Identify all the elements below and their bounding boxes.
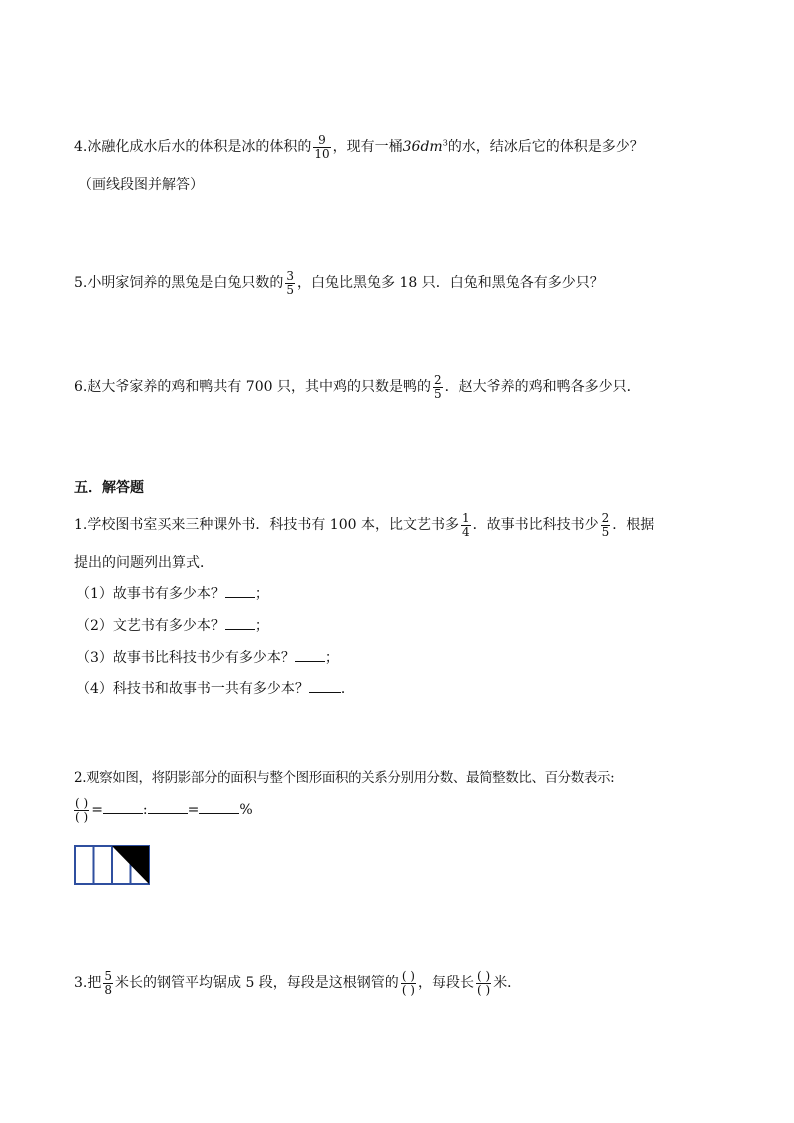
fraction-denominator: 8 <box>104 982 112 997</box>
fraction-numerator: 2 <box>601 511 610 525</box>
answer-blank[interactable] <box>309 680 341 693</box>
problem-3-text-c: ，每段长 <box>418 975 474 992</box>
problem-1 <box>74 512 654 538</box>
fraction-numerator: ( ) <box>401 969 415 983</box>
fraction-denominator: 5 <box>286 282 294 297</box>
sub-question-1 <box>76 585 269 601</box>
fraction-denominator: 5 <box>433 386 442 401</box>
sub-question-4-end: ． <box>340 681 355 697</box>
answer-fraction[interactable] <box>74 797 89 823</box>
fraction-3-5 <box>285 270 295 296</box>
fraction-numerator: 9 <box>318 133 326 147</box>
sub-question-4 <box>76 680 355 696</box>
ratio-blank-right[interactable] <box>148 801 188 814</box>
fraction-denominator: 5 <box>601 524 610 539</box>
question-4-text-a: 4.冰融化成水后水的体积是冰的体积的 <box>74 139 312 156</box>
sub-question-4-text: （4）科技书和故事书一共有多少本？ <box>76 681 309 697</box>
question-4-text-c: 的水，结冰后它的体积是多少？ <box>447 139 644 156</box>
question-4 <box>74 134 644 160</box>
question-5 <box>74 270 604 296</box>
fraction-numerator: ( ) <box>75 796 89 810</box>
question-5-text-b: ，白兔比黑兔多 18 只．白兔和黑兔各有多少只？ <box>297 275 604 292</box>
fraction-2-5 <box>601 512 611 538</box>
fraction-denominator: ( ) <box>75 809 89 824</box>
question-5-text-a: 5.小明家饲养的黑兔是白兔只数的 <box>74 275 284 292</box>
sub-question-2 <box>76 617 269 633</box>
sub-question-3-text: （3）故事书比科技书少有多少本？ <box>76 650 295 666</box>
problem-1-text-a: 1.学校图书室买来三种课外书．科技书有 100 本，比文艺书多 <box>74 517 459 534</box>
fraction-denominator: ( ) <box>477 982 491 997</box>
problem-3 <box>74 970 521 996</box>
sub-question-3-end: ； <box>324 650 339 666</box>
fraction-numerator: 2 <box>433 373 442 387</box>
shaded-rectangle-figure <box>74 845 150 885</box>
problem-1-line2: 提出的问题列出算式． <box>74 555 214 571</box>
fraction-numerator: 1 <box>461 511 470 525</box>
fraction-denominator: 4 <box>461 524 470 539</box>
sub-question-2-text: （2）文艺书有多少本？ <box>76 618 225 634</box>
question-6 <box>74 374 641 400</box>
fraction-9-10 <box>313 134 330 160</box>
problem-3-text-b: 米长的钢管平均锯成 5 段，每段是这根钢管的 <box>115 975 399 992</box>
answer-blank[interactable] <box>225 585 255 598</box>
volume-unit: dm <box>420 139 443 156</box>
fraction-2-5 <box>433 374 443 400</box>
sub-question-1-end: ； <box>254 586 269 602</box>
sub-question-2-end: ； <box>254 618 269 634</box>
sub-question-1-text: （1）故事书有多少本？ <box>76 586 225 602</box>
question-4-note: （画线段图并解答） <box>78 177 204 193</box>
fraction-numerator: 3 <box>286 269 294 283</box>
section-title: 五．解答题 <box>74 480 144 496</box>
ratio-colon: : <box>142 802 148 819</box>
problem-1-text-c: ．根据 <box>612 517 655 534</box>
answer-fraction[interactable] <box>476 970 491 996</box>
problem-2-answer-row <box>74 797 253 823</box>
percent-sign: % <box>239 802 253 819</box>
fraction-numerator: 5 <box>104 969 112 983</box>
sub-question-3 <box>76 649 339 665</box>
percent-blank[interactable] <box>199 801 239 814</box>
fraction-1-4 <box>461 512 471 538</box>
question-6-text-b: ．赵大爷养的鸡和鸭各多少只． <box>444 379 641 396</box>
fraction-denominator: ( ) <box>401 982 415 997</box>
equals-sign: = <box>91 802 103 819</box>
answer-fraction[interactable] <box>401 970 416 996</box>
fraction-numerator: ( ) <box>477 969 491 983</box>
question-6-text-a: 6.赵大爷家养的鸡和鸭共有 700 只，其中鸡的只数是鸭的 <box>74 379 431 396</box>
problem-1-text-b: ．故事书比科技书少 <box>472 517 599 534</box>
fraction-denominator: 10 <box>314 146 330 161</box>
problem-3-text-d: 米． <box>493 975 522 992</box>
answer-blank[interactable] <box>225 617 255 630</box>
problem-2: 2.观察如图，将阴影部分的面积与整个图形面积的关系分别用分数、最简整数比、百分数表示: <box>74 770 615 786</box>
answer-blank[interactable] <box>295 649 325 662</box>
question-4-text-b: ，现有一桶 <box>332 139 403 156</box>
fraction-5-8 <box>103 970 113 996</box>
ratio-blank-left[interactable] <box>103 801 143 814</box>
volume-unit-exponent: 3 <box>442 138 448 148</box>
problem-3-text-a: 3.把 <box>74 975 102 992</box>
equals-sign: = <box>187 802 200 819</box>
volume-value: 36 <box>402 139 421 156</box>
